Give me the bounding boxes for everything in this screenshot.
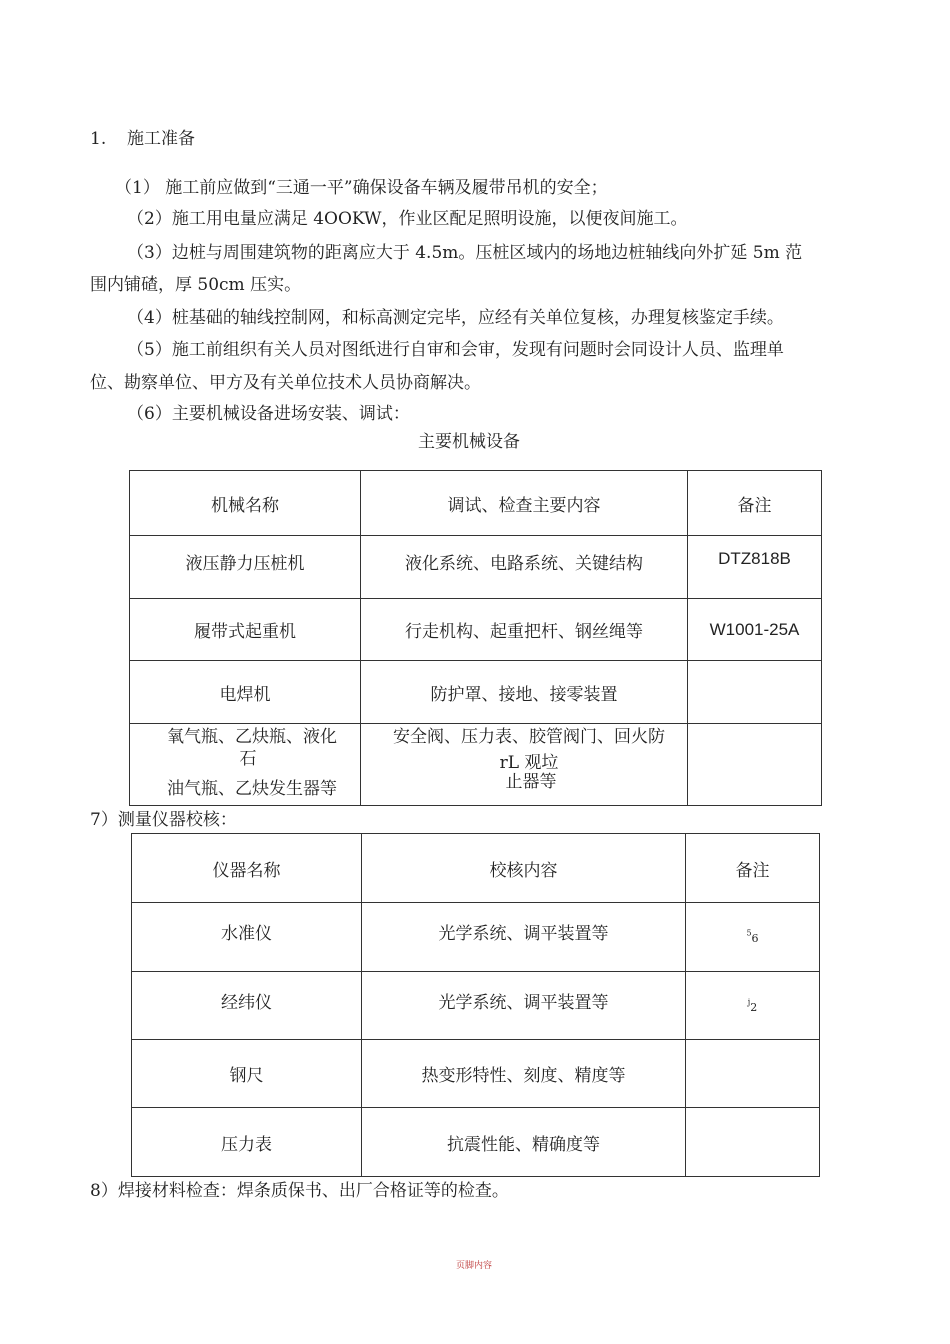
header-cell: 备注 <box>686 834 820 903</box>
instrument-table <box>131 833 820 1177</box>
cell-line: 油气瓶、乙炔发生器等 <box>167 779 337 800</box>
table-cell: 水准仪 <box>132 903 362 972</box>
note-superscript: j <box>747 996 751 1006</box>
table-cell: 防护罩、接地、接零装置 <box>361 661 688 724</box>
table-row <box>132 903 820 972</box>
table-row <box>130 599 822 661</box>
table-cell: 光学系统、调平装置等 <box>362 972 686 1040</box>
table-cell: 热变形特性、刻度、精度等 <box>362 1040 686 1108</box>
table-cell <box>130 724 361 806</box>
note-superscript: 5 <box>746 928 752 938</box>
cell-line: 安全阀、压力表、胶管阀门、回火防 <box>393 727 665 747</box>
header-cell: 机械名称 <box>130 471 361 536</box>
header-cell: 仪器名称 <box>132 834 362 903</box>
item-5-line1: （5）施工前组织有关人员对图纸进行自审和会审，发现有问题时会同设计人员、监理单 <box>127 340 784 360</box>
header-cell: 备注 <box>688 471 822 536</box>
cell-line: 氧气瓶、乙炔瓶、液化 <box>167 727 337 747</box>
table-cell <box>686 1108 820 1177</box>
note-value: 2 <box>750 1000 758 1014</box>
item-2: （2）施工用电量应满足 4OOKW，作业区配足照明设施，以便夜间施工。 <box>127 209 688 229</box>
table-header-row <box>130 471 822 536</box>
table-cell <box>688 661 822 724</box>
header-cell: 校核内容 <box>362 834 686 903</box>
equipment-table <box>129 470 822 806</box>
page-footer: 页脚内容 <box>456 1261 493 1271</box>
table-cell <box>686 1040 820 1108</box>
table-cell <box>688 724 822 806</box>
table-row <box>130 536 822 599</box>
table-cell: DTZ818B <box>688 536 822 599</box>
table-row <box>130 661 822 724</box>
table1-caption: 主要机械设备 <box>418 432 520 452</box>
table-cell <box>686 972 820 1040</box>
table-cell: W1001-25A <box>688 599 822 661</box>
item-3-line2: 围内铺碴，厚 50cm 压实。 <box>90 275 302 295</box>
cell-line: 止器等 <box>505 771 557 792</box>
note-value: 6 <box>751 932 759 945</box>
item-3-line1: （3）边桩与周围建筑物的距离应大于 4.5m。压桩区域内的场地边桩轴线向外扩延 5m 范 <box>127 243 803 263</box>
table-cell: 钢尺 <box>132 1040 362 1108</box>
table-cell: 履带式起重机 <box>130 599 361 661</box>
table-cell <box>361 724 688 806</box>
section-title: 施工准备 <box>127 129 195 149</box>
item-7: 7）测量仪器校核： <box>90 810 237 830</box>
table-cell: 电焊机 <box>130 661 361 724</box>
item-8: 8）焊接材料检查：焊条质保书、出厂合格证等的检查。 <box>90 1181 509 1201</box>
table-row <box>132 972 820 1040</box>
item-1: （1） 施工前应做到“三通一平”确保设备车辆及履带吊机的安全； <box>115 178 608 198</box>
cell-line: rL 观垃 <box>499 753 559 774</box>
item-6: （6）主要机械设备进场安装、调试： <box>127 404 410 424</box>
table-row <box>130 724 822 806</box>
table-cell <box>686 903 820 972</box>
section-number: 1. <box>90 129 107 149</box>
table-cell: 液化系统、电路系统、关键结构 <box>361 536 688 599</box>
table-header-row <box>132 834 820 903</box>
item-4: （4）桩基础的轴线控制网，和标高测定完毕，应经有关单位复核，办理复核鉴定手续。 <box>127 308 784 328</box>
table-cell: 光学系统、调平装置等 <box>362 903 686 972</box>
table-cell: 压力表 <box>132 1108 362 1177</box>
table-row <box>132 1108 820 1177</box>
cell-line: 石 <box>239 749 257 770</box>
item-5-line2: 位、勘察单位、甲方及有关单位技术人员协商解决。 <box>90 373 481 393</box>
table-cell: 行走机构、起重把杆、钢丝绳等 <box>361 599 688 661</box>
table-row <box>132 1040 820 1108</box>
table-cell: 经纬仪 <box>132 972 362 1040</box>
table-cell: 抗震性能、精确度等 <box>362 1108 686 1177</box>
table-cell: 液压静力压桩机 <box>130 536 361 599</box>
header-cell: 调试、检查主要内容 <box>361 471 688 536</box>
